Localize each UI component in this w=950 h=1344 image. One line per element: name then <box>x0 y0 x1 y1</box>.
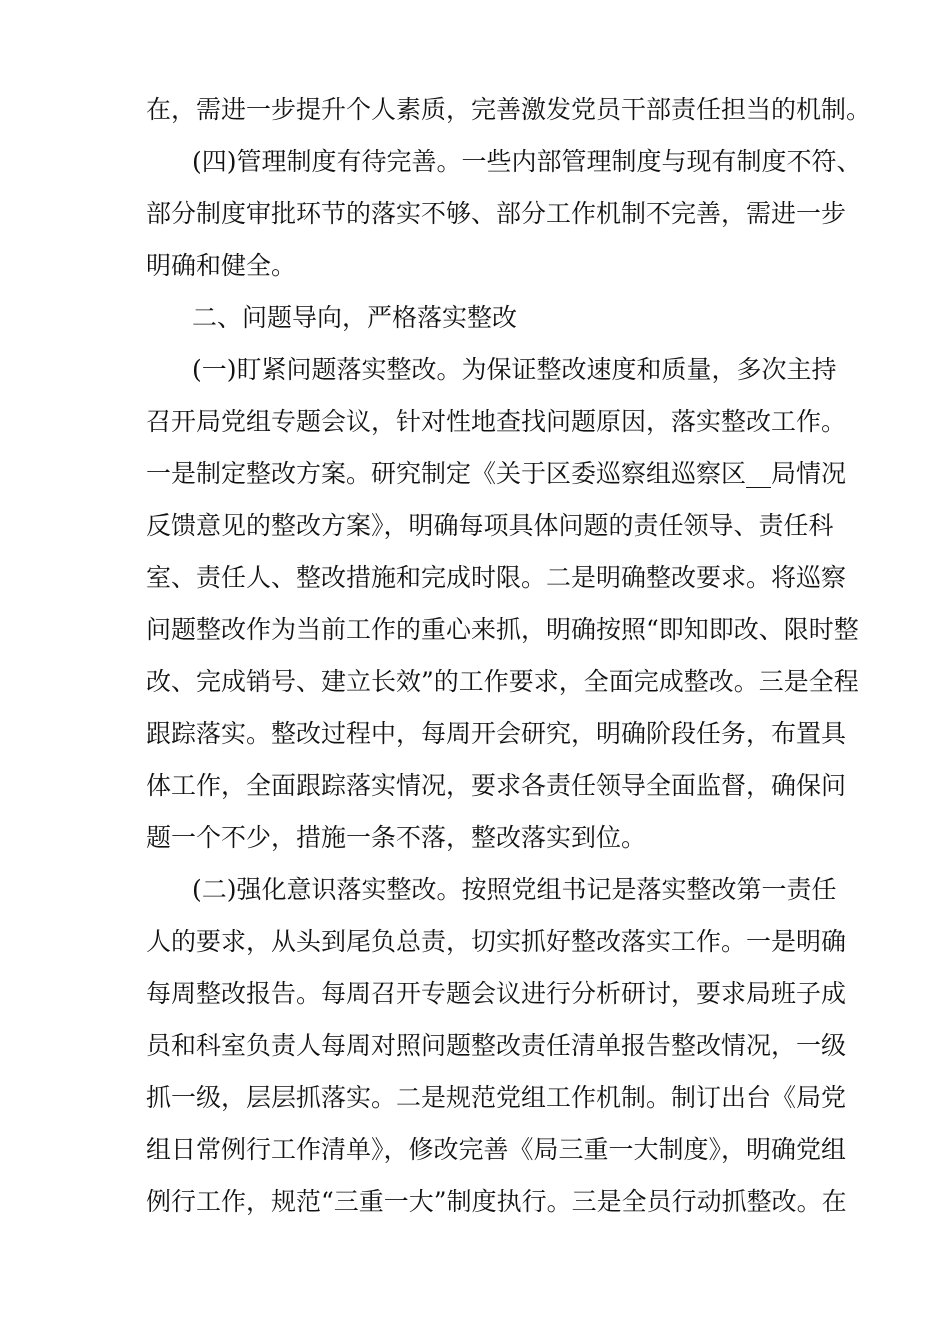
text-line: 员和科室负责人每周对照问题整改责任清单报告整改情况，一级 <box>146 1031 847 1060</box>
text-line: 反馈意见的整改方案》，明确每项具体问题的责任领导、责任科 <box>146 511 834 540</box>
text-line: 召开局党组专题会议，针对性地查找问题原因，落实整改工作。 <box>146 407 847 436</box>
text-line: 问题整改作为当前工作的重心来抓，明确按照“即知即改、限时整 <box>146 615 859 644</box>
text-line: 抓一级，层层抓落实。二是规范党组工作机制。制订出台《局党 <box>146 1083 847 1112</box>
text-line: 部分制度审批环节的落实不够、部分工作机制不完善，需进一步 <box>146 199 847 228</box>
text-line: 室、责任人、整改措施和完成时限。二是明确整改要求。将巡察 <box>146 563 847 592</box>
text-line: 在，需进一步提升个人素质，完善激发党员干部责任担当的机制。 <box>146 95 872 124</box>
text-line: (二)强化意识落实整改。按照党组书记是落实整改第一责任 <box>192 875 837 904</box>
text-line: 题一个不少，措施一条不落，整改落实到位。 <box>146 823 647 852</box>
text-line: 明确和健全。 <box>146 251 297 280</box>
text-line: 跟踪落实。整改过程中，每周开会研究，明确阶段任务，布置具 <box>146 719 847 748</box>
heading-line: 二、问题导向，严格落实整改 <box>192 303 518 332</box>
text-line: (一)盯紧问题落实整改。为保证整改速度和质量，多次主持 <box>192 355 837 384</box>
text-line: 每周整改报告。每周召开专题会议进行分析研讨，要求局班子成 <box>146 979 847 1008</box>
text-line: 例行工作，规范“三重一大”制度执行。三是全员行动抓整改。在 <box>146 1187 847 1216</box>
text-line: 组日常例行工作清单》，修改完善《局三重一大制度》，明确党组 <box>146 1135 847 1164</box>
section-heading <box>146 292 816 344</box>
paragraph-strengthen-awareness <box>146 864 847 1228</box>
text-line: 改、完成销号、建立长效”的工作要求，全面完成整改。三是全程 <box>146 667 859 696</box>
paragraph-continuation <box>146 84 872 136</box>
text-line: 体工作，全面跟踪落实情况，要求各责任领导全面监督，确保问 <box>146 771 847 800</box>
text-line: 一是制定整改方案。研究制定《关于区委巡察组巡察区__局情况 <box>146 459 847 488</box>
text-line: (四)管理制度有待完善。一些内部管理制度与现有制度不符、 <box>192 147 862 176</box>
paragraph-focus-problems <box>146 344 859 864</box>
text-line: 人的要求，从头到尾负总责，切实抓好整改落实工作。一是明确 <box>146 927 847 956</box>
paragraph-management-system <box>146 136 862 292</box>
document-body <box>146 84 872 1228</box>
